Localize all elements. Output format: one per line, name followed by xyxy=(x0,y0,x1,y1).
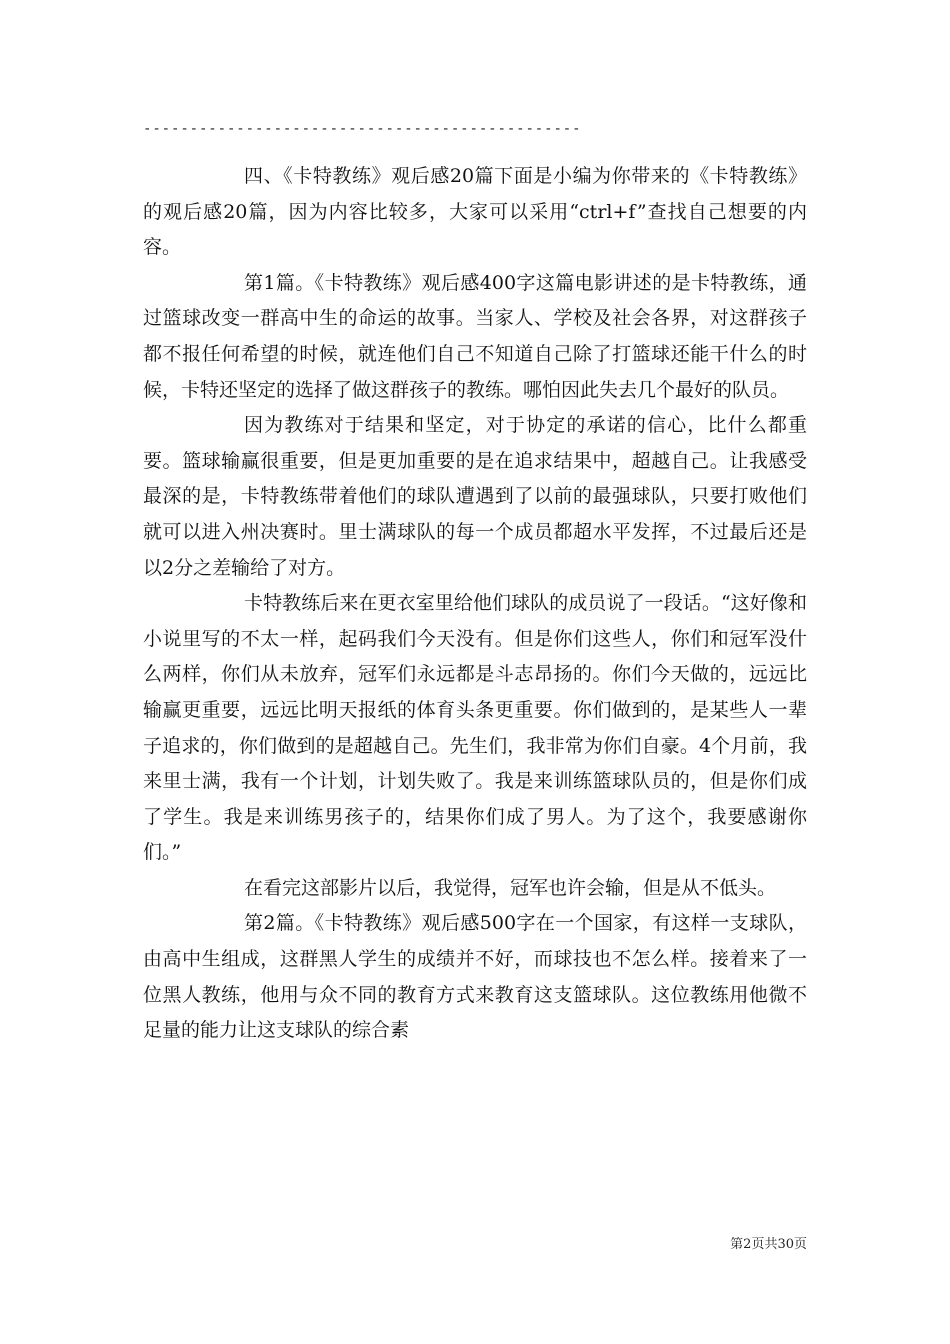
page-number-footer: 第2页共30页 xyxy=(730,1237,807,1252)
paragraph-review-2: 第2篇。《卡特教练》观后感500字在一个国家，有这样一支球队，由高中生组成，这群黑人学生的成绩并不好，而球技也不怎么样。接着来了一位黑人教练，他用与众不同的教育方式来教育这支篮球队。这位教练用他微不足量的能力让这支球队的综合素 xyxy=(143,912,807,1042)
header-rule: ----------------------------------------------- xyxy=(143,121,582,137)
paragraph-review-1-cont: 因为教练对于结果和坚定，对于协定的承诺的信心，比什么都重要。篮球输赢很重要，但是更加重要的是在追求结果中，超越自己。让我感受最深的是，卡特教练带着他们的球队遭遇到了以前的最强球队，只要打败他们就可以进入州决赛时。里士满球队的每一个成员都超水平发挥，不过最后还是以2分之差输给了对方。 xyxy=(143,414,807,579)
document-body xyxy=(143,159,807,1049)
paragraph-coach-speech: 卡特教练后来在更衣室里给他们球队的成员说了一段话。“这好像和小说里写的不太一样，起码我们今天没有。但是你们这些人，你们和冠军没什么两样，你们从未放弃，冠军们永远都是斗志昂扬的。你们今天做的，远远比输赢更重要，远远比明天报纸的体育头条更重要。你们做到的，是某些人一辈子追求的，你们做到的是超越自己。先生们，我非常为你们自豪。4个月前，我来里士满，我有一个计划，计划失败了。我是来训练篮球队员的，但是你们成了学生。我是来训练男孩子的，结果你们成了男人。为了这个，我要感谢你们。” xyxy=(143,592,807,864)
paragraph-conclusion: 在看完这部影片以后，我觉得，冠军也许会输，但是从不低头。 xyxy=(244,876,777,899)
paragraph-intro: 四、《卡特教练》观后感20篇下面是小编为你带来的《卡特教练》的观后感20篇，因为内容比较多，大家可以采用“ctrl+f”查找自己想要的内容。 xyxy=(143,165,807,259)
paragraph-review-1: 第1篇。《卡特教练》观后感400字这篇电影讲述的是卡特教练，通过篮球改变一群高中生的命运的故事。当家人、学校及社会各界，对这群孩子都不报任何希望的时候，就连他们自己不知道自己除了打篮球还能干什么的时候，卡特还坚定的选择了做这群孩子的教练。哪怕因此失去几个最好的队员。 xyxy=(143,271,807,401)
